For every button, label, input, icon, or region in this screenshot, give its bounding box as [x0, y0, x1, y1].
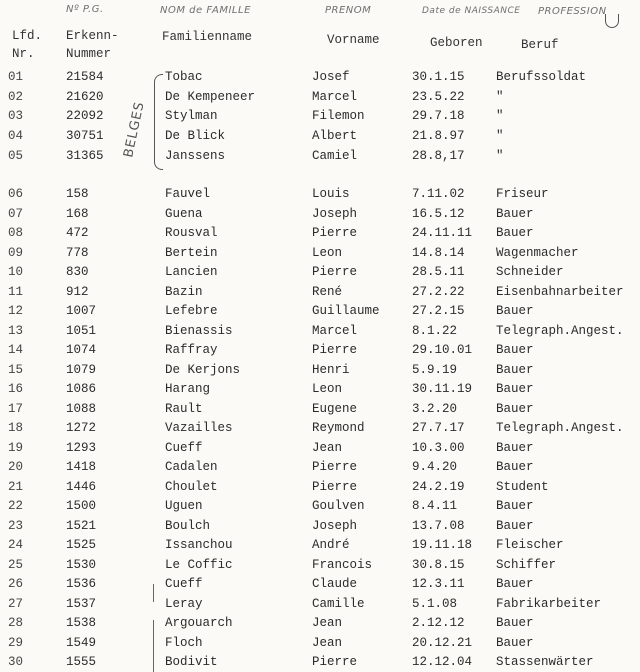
vorname: Josef [312, 70, 350, 84]
geburtsdatum: 20.12.21 [412, 635, 473, 650]
row-number: 25 [8, 557, 24, 572]
familienname: Lancien [165, 265, 218, 279]
erkennungsnummer: 1549 [66, 635, 97, 650]
erkennungsnummer: 1536 [66, 577, 97, 591]
vorname: Marcel [312, 90, 358, 104]
beruf: Telegraph.Angest. [496, 421, 624, 435]
geburtsdatum: 19.11.18 [412, 538, 473, 552]
geburtsdatum: 30.8.15 [412, 557, 465, 572]
erkennungsnummer: 22092 [66, 109, 104, 123]
erkennungsnummer: 912 [66, 284, 89, 299]
row-number: 15 [8, 362, 24, 377]
familienname: Cadalen [165, 460, 218, 474]
row-number: 24 [8, 538, 24, 552]
vorname: Joseph [312, 518, 358, 533]
table-row [0, 322, 640, 341]
beruf: Friseur [496, 187, 549, 201]
vorname: Pierre [312, 479, 358, 494]
table-row [0, 575, 640, 594]
geburtsdatum: 7.11.02 [412, 187, 465, 201]
familienname: Choulet [165, 479, 218, 494]
familienname: De Kempeneer [165, 90, 256, 104]
geburtsdatum: 3.2.20 [412, 401, 458, 416]
beruf: Bauer [496, 635, 534, 650]
familienname: Issanchou [165, 538, 233, 552]
erkennungsnummer: 472 [66, 226, 89, 240]
familienname: Cueff [165, 577, 203, 591]
table-row [0, 653, 640, 672]
annotation-nom-famille: NOM de FAMILLE [160, 5, 251, 16]
beruf: Wagenmacher [496, 245, 579, 260]
erkennungsnummer: 1079 [66, 362, 97, 377]
row-number: 17 [8, 401, 24, 416]
vorname: Camiel [312, 149, 358, 163]
row-number: 07 [8, 206, 24, 221]
geburtsdatum: 27.2.15 [412, 304, 465, 318]
geburtsdatum: 9.4.20 [412, 460, 458, 474]
row-number: 13 [8, 323, 24, 338]
table-row [0, 88, 640, 107]
table-row [0, 400, 640, 419]
beruf: Bauer [496, 518, 534, 533]
familienname: Raffray [165, 343, 218, 357]
vorname: Marcel [312, 323, 358, 338]
vorname: Leon [312, 245, 343, 260]
beruf: Bauer [496, 401, 534, 416]
table-row [0, 127, 640, 146]
header-beruf: Beruf [521, 38, 559, 52]
table-row [0, 185, 640, 204]
erkennungsnummer: 1555 [66, 655, 97, 669]
table-row [0, 380, 640, 399]
erkennungsnummer: 1051 [66, 323, 97, 338]
geburtsdatum: 12.3.11 [412, 577, 465, 591]
table-row [0, 147, 640, 166]
vorname: André [312, 538, 350, 552]
beruf: " [496, 109, 504, 123]
header-vorname: Vorname [327, 33, 380, 47]
vorname: Pierre [312, 226, 358, 240]
erkennungsnummer: 1088 [66, 401, 97, 416]
row-number: 08 [8, 226, 24, 240]
table-row [0, 283, 640, 302]
geburtsdatum: 8.4.11 [412, 499, 458, 513]
beruf: Bauer [496, 343, 534, 357]
erkennungsnummer: 778 [66, 245, 89, 260]
table-row [0, 68, 640, 87]
familienname: Le Coffic [165, 557, 233, 572]
row-number: 16 [8, 382, 24, 396]
table-row [0, 634, 640, 653]
erkennungsnummer: 1530 [66, 557, 97, 572]
annotation-prenom: PRENOM [325, 5, 372, 16]
handwritten-u-mark [605, 14, 619, 28]
vorname: Jean [312, 440, 343, 455]
vorname: Pierre [312, 343, 358, 357]
vorname: Goulven [312, 499, 365, 513]
row-number: 09 [8, 245, 24, 260]
annotation-belges: BELGES [121, 100, 148, 159]
erkennungsnummer: 31365 [66, 149, 104, 163]
geburtsdatum: 27.7.17 [412, 421, 465, 435]
familienname: Bazin [165, 284, 203, 299]
familienname: Fauvel [165, 187, 211, 201]
beruf: Bauer [496, 206, 534, 221]
row-number: 27 [8, 596, 24, 611]
familienname: Floch [165, 635, 203, 650]
erkennungsnummer: 30751 [66, 129, 104, 143]
geburtsdatum: 21.8.97 [412, 129, 465, 143]
erkennungsnummer: 1418 [66, 460, 97, 474]
table-row [0, 205, 640, 224]
row-number: 30 [8, 655, 24, 669]
table-row [0, 224, 640, 243]
erkennungsnummer: 830 [66, 265, 89, 279]
geburtsdatum: 13.7.08 [412, 518, 465, 533]
geburtsdatum: 28.8,17 [412, 149, 465, 163]
vorname: Henri [312, 362, 350, 377]
vorname: Jean [312, 635, 343, 650]
header-lfd: Lfd. [12, 29, 43, 43]
geburtsdatum: 30.11.19 [412, 382, 473, 396]
beruf: Bauer [496, 382, 534, 396]
header-erkenn: Erkenn- [66, 29, 119, 43]
familienname: Bertein [165, 245, 218, 260]
row-number: 20 [8, 460, 24, 474]
familienname: Argouarch [165, 616, 233, 630]
row-number: 03 [8, 109, 24, 123]
table-row [0, 419, 640, 438]
row-number: 02 [8, 90, 24, 104]
row-number: 26 [8, 577, 24, 591]
beruf: Fabrikarbeiter [496, 596, 602, 611]
geburtsdatum: 14.8.14 [412, 245, 465, 260]
table-row [0, 614, 640, 633]
annotation-profession: PROFESSION [538, 6, 607, 17]
erkennungsnummer: 1293 [66, 440, 97, 455]
geburtsdatum: 5.1.08 [412, 596, 458, 611]
table-row [0, 497, 640, 516]
geburtsdatum: 23.5.22 [412, 90, 465, 104]
geburtsdatum: 29.10.01 [412, 343, 473, 357]
beruf: Berufssoldat [496, 70, 587, 84]
beruf: Bauer [496, 499, 534, 513]
table-row [0, 556, 640, 575]
geburtsdatum: 27.2.22 [412, 284, 465, 299]
familienname: Stylman [165, 109, 218, 123]
vorname: Joseph [312, 206, 358, 221]
row-number: 11 [8, 284, 24, 299]
beruf: " [496, 129, 504, 143]
vorname: Leon [312, 382, 343, 396]
familienname: Guena [165, 206, 203, 221]
table-row [0, 361, 640, 380]
familienname: Bienassis [165, 323, 233, 338]
vorname: Filemon [312, 109, 365, 123]
row-number: 19 [8, 440, 24, 455]
familienname: Bodivit [165, 655, 218, 669]
geburtsdatum: 5.9.19 [412, 362, 458, 377]
geburtsdatum: 30.1.15 [412, 70, 465, 84]
row-number: 04 [8, 129, 24, 143]
geburtsdatum: 24.11.11 [412, 226, 473, 240]
header-geboren: Geboren [430, 36, 483, 50]
geburtsdatum: 8.1.22 [412, 323, 458, 338]
vorname: Jean [312, 616, 343, 630]
familienname: Harang [165, 382, 211, 396]
annotation-date-naissance: Date de NAISSANCE [422, 6, 521, 16]
vorname: Guillaume [312, 304, 380, 318]
beruf: " [496, 149, 504, 163]
geburtsdatum: 16.5.12 [412, 206, 465, 221]
familienname: Cueff [165, 440, 203, 455]
familienname: Tobac [165, 70, 203, 84]
vorname: Camille [312, 596, 365, 611]
beruf: Fleischer [496, 538, 564, 552]
row-number: 22 [8, 499, 24, 513]
geburtsdatum: 24.2.19 [412, 479, 465, 494]
geburtsdatum: 10.3.00 [412, 440, 465, 455]
beruf: Bauer [496, 577, 534, 591]
row-number: 10 [8, 265, 24, 279]
erkennungsnummer: 21584 [66, 70, 104, 84]
erkennungsnummer: 1500 [66, 499, 97, 513]
vorname: Claude [312, 577, 358, 591]
erkennungsnummer: 1521 [66, 518, 97, 533]
beruf: Schiffer [496, 557, 557, 572]
erkennungsnummer: 1086 [66, 382, 97, 396]
familienname: De Blick [165, 129, 226, 143]
row-number: 21 [8, 479, 24, 494]
erkennungsnummer: 168 [66, 206, 89, 221]
erkennungsnummer: 1538 [66, 616, 97, 630]
erkennungsnummer: 21620 [66, 90, 104, 104]
beruf: Bauer [496, 616, 534, 630]
row-number: 06 [8, 187, 24, 201]
vorname: Pierre [312, 655, 358, 669]
row-number: 14 [8, 343, 24, 357]
header-familienname: Familienname [162, 30, 253, 44]
table-row [0, 244, 640, 263]
vorname: René [312, 284, 343, 299]
geburtsdatum: 28.5.11 [412, 265, 465, 279]
table-row [0, 263, 640, 282]
erkennungsnummer: 1525 [66, 538, 97, 552]
table-row [0, 439, 640, 458]
beruf: Telegraph.Angest. [496, 323, 624, 338]
vorname: Reymond [312, 421, 365, 435]
familienname: Leray [165, 596, 203, 611]
erkennungsnummer: 158 [66, 187, 89, 201]
table-row [0, 595, 640, 614]
vorname: Pierre [312, 265, 358, 279]
annotation-no-pg: Nº P.G. [66, 4, 104, 15]
row-number: 12 [8, 304, 24, 318]
beruf: Bauer [496, 440, 534, 455]
vorname: Louis [312, 187, 350, 201]
table-row [0, 458, 640, 477]
familienname: Janssens [165, 149, 226, 163]
beruf: Bauer [496, 362, 534, 377]
beruf: " [496, 90, 504, 104]
row-number: 18 [8, 421, 24, 435]
familienname: Lefebre [165, 304, 218, 318]
header-nr: Nr. [12, 47, 35, 61]
row-number: 05 [8, 149, 24, 163]
table-row [0, 302, 640, 321]
header-nummer: Nummer [66, 47, 112, 61]
beruf: Bauer [496, 226, 534, 240]
erkennungsnummer: 1074 [66, 343, 97, 357]
row-number: 23 [8, 518, 24, 533]
geburtsdatum: 29.7.18 [412, 109, 465, 123]
table-row [0, 107, 640, 126]
table-row [0, 517, 640, 536]
row-number: 28 [8, 616, 24, 630]
geburtsdatum: 12.12.04 [412, 655, 473, 669]
erkennungsnummer: 1272 [66, 421, 97, 435]
familienname: Uguen [165, 499, 203, 513]
familienname: Boulch [165, 518, 211, 533]
familienname: De Kerjons [165, 362, 241, 377]
familienname: Rousval [165, 226, 218, 240]
row-number: 29 [8, 635, 24, 650]
beruf: Bauer [496, 460, 534, 474]
erkennungsnummer: 1007 [66, 304, 97, 318]
familienname: Rault [165, 401, 203, 416]
beruf: Stassenwärter [496, 655, 594, 669]
row-number: 01 [8, 70, 24, 84]
beruf: Bauer [496, 304, 534, 318]
table-row [0, 478, 640, 497]
geburtsdatum: 2.12.12 [412, 616, 465, 630]
beruf: Eisenbahnarbeiter [496, 284, 624, 299]
erkennungsnummer: 1537 [66, 596, 97, 611]
vorname: Francois [312, 557, 373, 572]
beruf: Schneider [496, 265, 564, 279]
beruf: Student [496, 479, 549, 494]
table-row [0, 341, 640, 360]
familienname: Vazailles [165, 421, 233, 435]
vorname: Pierre [312, 460, 358, 474]
erkennungsnummer: 1446 [66, 479, 97, 494]
table-row [0, 536, 640, 555]
vorname: Eugene [312, 401, 358, 416]
vorname: Albert [312, 129, 358, 143]
